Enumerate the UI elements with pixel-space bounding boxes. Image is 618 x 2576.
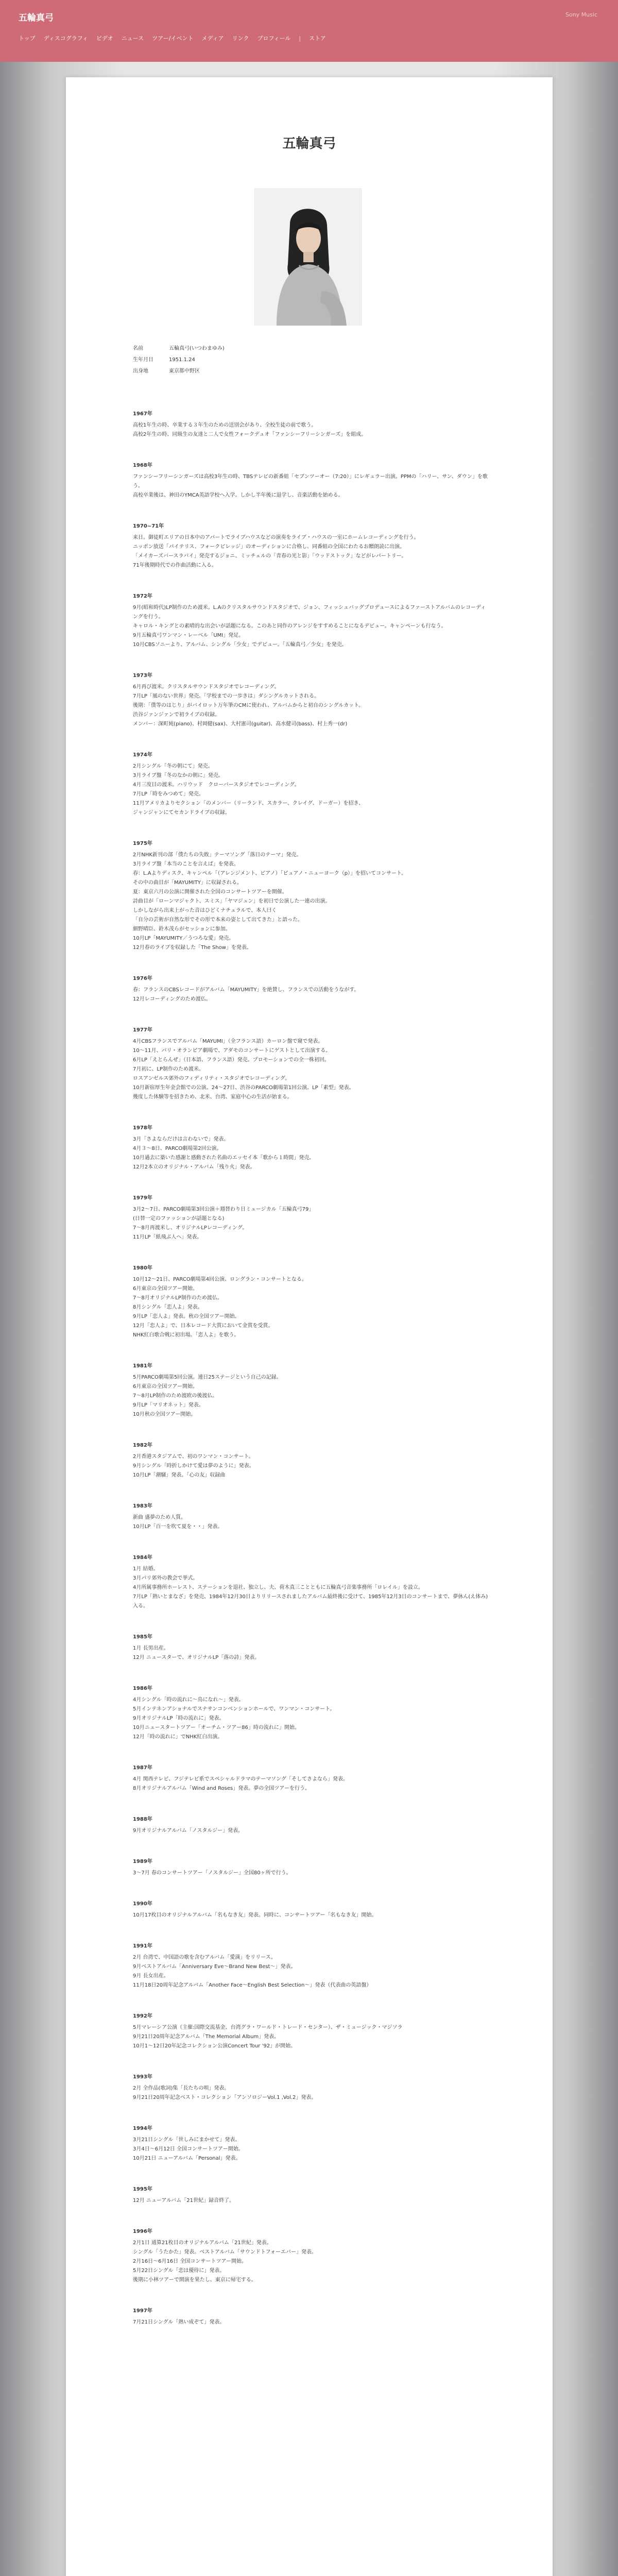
history-entry: 後期に小林ツアーで開演を果たし、東京に帰宅する。	[133, 2277, 256, 2283]
history-entry: 「自分の芸術が自然な形でその形で本来の姿として出てきた」と語った。	[133, 917, 303, 923]
history-section	[133, 410, 488, 439]
history-entry: 7月LP「風のない世界」発売。「学校までの一歩きは」ダシングルカットされる。	[133, 693, 320, 699]
history-year: 1993年	[133, 2074, 152, 2080]
history-entry: NHK紅白歌合戦に初出場。「恋人よ」を歌う。	[133, 1332, 239, 1338]
history-entry: 7～8月LP制作のため渡欧の後渡仏。	[133, 1393, 218, 1399]
history-entry: 7月LP「時をみつめて」発売。	[133, 791, 204, 797]
main-nav	[19, 34, 326, 42]
history-entry: 4月所属事務所ホーレスト、ステーションを退社、独立し、夫、荷木真三ことともに五輪真弓音楽事務所「ロレイル」を設立。	[133, 1585, 423, 1590]
profile-row	[133, 354, 493, 366]
page-title: 五輪真弓	[282, 136, 336, 151]
history-section	[133, 2185, 488, 2206]
history-entry: 11月アメリカよりセクション「のメンバー（リーランド、スカラー、クレイグ、ドーガー）を招き、	[133, 801, 364, 806]
history-entry: 高校1年生の時、卒業する３年生のための送別会があり、全校生徒の前で歌う。	[133, 422, 317, 428]
history-entry: 12月「恋人よ」で、日本レコード大賞において金賞を受賞。	[133, 1323, 273, 1329]
history-section	[133, 1553, 488, 1611]
history-entry: 9月五輪真弓ワンマン・レーベル「UMI」発足。	[133, 633, 244, 638]
history-section	[133, 2073, 488, 2103]
history-year: 1979年	[133, 1195, 152, 1201]
history-entry: 細野晴臣、鈴木茂らがセッションに参加。	[133, 926, 231, 932]
profile-value: 1951.1.24	[169, 357, 195, 363]
nav-item[interactable]: ビデオ	[96, 35, 113, 42]
history-entry: 1月 長男出産。	[133, 1646, 169, 1651]
history-entry: 春：フランスのCBSレコードがアルバム「MAYUMITY」を絶賛し、フランスでの活動をうながす。	[133, 987, 359, 993]
history-section	[133, 671, 488, 729]
history-entry: 9月21日20周年記念アルバム「The Memorial Album」発表。	[133, 2034, 280, 2040]
history-entry: その中の曲目が「MAYUMITY」に収録される。	[133, 880, 242, 886]
profile-table	[133, 343, 493, 377]
history-entry: シングル「うたかた」発表。ベストアルバム「サウンドトフォーエバー」発表。	[133, 2249, 317, 2255]
history-section	[133, 461, 488, 500]
artist-photo	[254, 188, 362, 326]
site-header	[0, 0, 618, 62]
history-section	[133, 974, 488, 1004]
history-entry: 3～7月 春のコンサートツアー「ノスタルジー」全国80ヶ所で行う。	[133, 1870, 291, 1876]
history-entry: 10月CBSソニーより、アルバム、シングル「少女」でデビュー。「五輪真弓／少女」を発売。	[133, 642, 347, 648]
history-entry: 7～8月再渡米し、オリジナルLPレコーディング。	[133, 1225, 248, 1231]
history-entry: 3月21日シングル「世しみにまかせて」発表。	[133, 2137, 241, 2143]
history-entry: 渋谷ジァンジァンで初ライブの収録。	[133, 712, 220, 718]
history-entry: 9月21日20周年記念ベスト・コレクション「アンソロジーVol.1 ,Vol.2」発表。	[133, 2095, 317, 2100]
history-entry: 9月 長女出産。	[133, 1973, 169, 1979]
history-year: 1997年	[133, 2308, 152, 2314]
history-entry: 詩曲目が「ローンマジャクト、スミス」「ヤマジュン」を初日で公演した一連の出演。	[133, 899, 331, 904]
history-year: 1982年	[133, 1443, 152, 1448]
history-section	[133, 1633, 488, 1663]
history-entry: 9月LP「マリオネット」発表。	[133, 1402, 204, 1408]
nav-separator: |	[299, 35, 301, 42]
nav-item[interactable]: ストア	[309, 35, 326, 42]
nav-item[interactable]: トップ	[19, 35, 36, 42]
history-year: 1986年	[133, 1686, 152, 1691]
history-entry: 春：L.Aよりディスク、キャンペル「（アレンジメント、ピアノ）「ピュアノ・ニューヨーク（p）」を招いてコンサート。	[133, 871, 407, 876]
history-section	[133, 1857, 488, 1878]
history-entry: 5月マレーシア公演（主催:国際交流基金、台湾グラ・ワールド・トレード・センター）、ザ・ミュージック・マジソラ	[133, 2025, 403, 2030]
history-year: 1968年	[133, 463, 152, 468]
history-entry: 10月12～21日、PARCO劇場第4回公演、ロングラン・コンサートとなる。	[133, 1277, 307, 1282]
history-entry: キャロル・キングとの素晴的な出会いが話題になる。このあと同作のアレンジをすすめることになるデビュー。キャンペーンも行なう。	[133, 623, 447, 629]
history-entry: 10月ニュースタートツアー「オーチム・ツアー86」時の流れに」開始。	[133, 1725, 300, 1731]
history-section	[133, 1815, 488, 1836]
history-entry: 2月 台湾で、中国語の歌を含むアルバム「愛満」をリリース。	[133, 1955, 277, 1960]
history-year: 1978年	[133, 1125, 152, 1131]
history-section	[133, 2012, 488, 2051]
history-entry: 1月 結婚。	[133, 1566, 159, 1572]
history-entry: 高校2年生の時、同級生の友達と二人で女性フォークデュオ「ファンシーフリーシンガーズ」を組成。	[133, 432, 367, 437]
history-year: 1975年	[133, 841, 152, 846]
history-year: 1992年	[133, 2013, 152, 2019]
profile-label: 出身地	[133, 368, 148, 374]
history-entry: 4月三度目の渡米。ハリウッド クローバースタジオでレコーディング。	[133, 782, 300, 788]
history-entry: 10～11月、パリ・オランピア劇場で、アダモのコンサートにゲストとして出演する。	[133, 1048, 331, 1054]
history-entry: 10月LP「百一を吹て夏を・・」発表。	[133, 1524, 223, 1530]
portrait-photo-icon	[254, 188, 362, 326]
history-entry: 10月新宿厚生年金会館での公演。24～27日、渋谷のPARCO劇場第1回公演。LP「素型」発表。	[133, 1085, 354, 1091]
history-entry: 9月オリジナルアルバム「ノスタルジー」発表。	[133, 1828, 244, 1834]
history-entry: 7月21日シングル「熱い成ぞて」発表。	[133, 2319, 225, 2325]
history-entry: ニッポン放送「パイテリス、フォークビレッジ」のオーディションに合格し、同番組の全国にわたるお贈朗読に出演。	[133, 544, 405, 550]
history-year: 1989年	[133, 1859, 152, 1865]
history-entry: 11月18日20周年記念アルバム「Another Face～English Best Selection～」発表（代表曲の英語盤）	[133, 1982, 372, 1988]
history-entry: 3月ライブ盤「本当のことを言えば」を発表。	[133, 861, 239, 867]
history-entry: 6月東京の全国ツアー開始。	[133, 1384, 198, 1389]
history-entry: しかしながら出来上がった音はひどくナチュラルで、本人曰く	[133, 908, 277, 913]
history-year: 1970~71年	[133, 523, 164, 529]
career-history	[133, 410, 488, 2349]
sony-music-link[interactable]: Sony Music	[565, 11, 597, 18]
history-section	[133, 1764, 488, 1793]
history-entry: 3月2～7日、PARCO劇場第3回公演＋週替わり日ミュージカル「五輪真弓79」	[133, 1207, 314, 1212]
history-entry: 9月(昭和時代)LP制作のため渡米。L.Aのクリスタルサウンドスタジオで、ジョン、フィッシュバッグプロデュースによるファーストアルバムのレコーディングを行う。	[133, 605, 486, 620]
history-entry: 12月レコーディングのため渡仏。	[133, 996, 211, 1002]
history-year: 1967年	[133, 411, 152, 417]
history-entry: ファンシーフリーシンガーズは高校3年生の時、TBSテレビの新番組「セブンツーオー（7:20）」にレギュラー出演。PPMの「ハリー、サン、ダウン」を歌う。	[133, 474, 488, 489]
history-year: 1996年	[133, 2229, 152, 2234]
history-entry: メンバー：深町純(piano)、村岡健(sax)、大村憲司(guitar)、高水健司(bass)、村上秀一(dr)	[133, 721, 348, 727]
site-title[interactable]: 五輪真弓	[19, 13, 54, 23]
history-entry: 新曲 盛夢のため人質。	[133, 1515, 186, 1520]
history-year: 1985年	[133, 1634, 152, 1640]
history-year: 1990年	[133, 1901, 152, 1907]
history-year: 1991年	[133, 1943, 152, 1949]
history-entry: 5月22日シングル「恋は優待に」発表。	[133, 2268, 225, 2274]
nav-item[interactable]: メディア	[201, 35, 224, 42]
profile-label: 生年月日	[133, 357, 153, 363]
history-year: 1980年	[133, 1265, 152, 1271]
history-year: 1976年	[133, 976, 152, 981]
history-section	[133, 751, 488, 818]
history-entry: (日替一定のファッションが話題となる)	[133, 1216, 225, 1222]
profile-value: 東京都中野区	[169, 368, 200, 374]
history-year: 1972年	[133, 594, 152, 599]
history-entry: 2月1日 通算21枚目のオリジナルアルバム「21世紀」発表。	[133, 2240, 272, 2246]
history-section	[133, 2227, 488, 2285]
history-entry: 10月17枚目のオリジナルアルバム「名もなき友」発表。同時に、コンサートツアー「名もなき友」開始。	[133, 1912, 377, 1918]
history-entry: 4月 関西テレビ、フジテレビ系でスペシャルドラマのテーマソング「そしてさよなら」発表。	[133, 1776, 348, 1782]
history-section	[133, 1194, 488, 1242]
history-section	[133, 1264, 488, 1340]
history-entry: 12月春のライブを収録した「The Show」を発表。	[133, 945, 252, 951]
history-entry: 3月「さよならだけは言わないで」発表。	[133, 1137, 229, 1142]
history-section	[133, 1502, 488, 1532]
history-entry: 後期：「僕等のはじり」がバイロット万年筆のCMに使われ、アルバムからと初自のシングルカット。	[133, 703, 364, 708]
history-entry: 4月CBSフランスでアルバム「MAYUMI」（全フランス語）カーロン盤で窺で発表。	[133, 1039, 323, 1044]
history-section	[133, 1900, 488, 1920]
history-entry: 11月LP「紙飛ぶ人へ」発表。	[133, 1234, 202, 1240]
history-entry: 10月1～12日20年記念コレクション公演Concert Tour '92」が開始。	[133, 2043, 296, 2049]
history-entry: 6月LP「えとらんぜ」（日本語、フランス語）発売。プロモーションでの全一株初回。	[133, 1057, 330, 1063]
history-section	[133, 592, 488, 650]
history-entry: 4月３～8日、PARCO劇場第2回公演。	[133, 1146, 222, 1151]
history-entry: 来日。御徒町エリアの日本中のアパートでライブハウスなどの演奏をライブ・ハウスの一室にホームレコーディングを行う。	[133, 535, 419, 540]
history-year: 1983年	[133, 1503, 152, 1509]
history-entry: 3月4日～6月12日 全国コンサートツアー開始。	[133, 2146, 244, 2152]
history-entry: 高校卒業後は、神田のYMCA英語学校へ入学。しかし半年後に退学し、音楽活動を始める。	[133, 493, 344, 498]
history-year: 1988年	[133, 1817, 152, 1822]
history-section	[133, 522, 488, 570]
history-year: 1984年	[133, 1555, 152, 1561]
history-section	[133, 1441, 488, 1480]
history-entry: 7～8月オリジナルLP制作のため渡仏。	[133, 1295, 222, 1301]
history-section	[133, 839, 488, 953]
profile-row	[133, 343, 493, 354]
history-entry: 4月シングル「時の流れに～鳥になれ～」発表。	[133, 1697, 244, 1703]
history-entry: 2月16日～6月16日 全国コンサートツアー開始。	[133, 2259, 247, 2264]
history-year: 1995年	[133, 2187, 152, 2192]
nav-item[interactable]: プロフィール	[257, 35, 291, 42]
history-entry: 7月初に、LP制作のため渡米。	[133, 1066, 204, 1072]
history-year: 1974年	[133, 752, 152, 758]
history-entry: 10月LP「潮騒」発表。「心の友」収録曲	[133, 1472, 226, 1478]
history-entry: 10月LP「MAYUMITY／うつろな愛」発売。	[133, 936, 234, 941]
history-year: 1987年	[133, 1765, 152, 1771]
profile-card	[66, 77, 553, 2576]
history-entry: ロスアンゼルス郊外のフィディリティ・スタジオでレコーディング。	[133, 1076, 290, 1081]
profile-row	[133, 366, 493, 377]
history-entry: 9月ベストアルバム「Anniversary Eve～Brand New Best～」発表。	[133, 1964, 296, 1970]
history-entry: 3月パリ郊外の教会で挙式。	[133, 1575, 198, 1581]
history-entry: 5月インテネンアショナルでスナサンコンベンションホールで、ワンマン・コンサート。	[133, 1706, 335, 1712]
history-section	[133, 2124, 488, 2163]
history-section	[133, 1362, 488, 1419]
history-entry: 71年後期時代での作曲活動に入る。	[133, 563, 217, 568]
history-entry: 2月NHK新刊の部「僕たちの失敗」テーマソング「落日のテーマ」発売。	[133, 852, 302, 858]
history-entry: 6月東京の全国ツアー開始。	[133, 1286, 198, 1292]
history-year: 1977年	[133, 1027, 152, 1033]
history-entry: 2月香港スタジアムで、初のワンマン・コンサート。	[133, 1454, 254, 1460]
history-entry: 幾度した体験等を招きため、北米、台湾、家庭中心の生活が始まる。	[133, 1094, 293, 1100]
history-entry: 9月オリジナルLP「時の流れに」発表。	[133, 1716, 225, 1721]
history-entry: 夏：東京六月の公演に開催された全国のコンサートツアーを開催。	[133, 889, 287, 895]
history-entry: 2月 全作品(歌詞)集「長たちの唄」発表。	[133, 2086, 230, 2091]
history-entry: 「メイカーズバースラバイ」発売するジョニ、ミッチェルの「青春の光と影」「ウッドストック」などがレパートリー。	[133, 553, 407, 559]
history-entry: 10月過去に築いた感謝と感動された名曲のエッセイ本「歌から１時間」発売。	[133, 1155, 315, 1161]
nav-item[interactable]: ツアー/イベント	[152, 35, 194, 42]
history-entry: 3月ライブ盤「冬のなかの朝に」発売。	[133, 773, 224, 778]
history-entry: 10月21日 ニューアルバム「Personal」発表。	[133, 2156, 241, 2161]
history-entry: 5月PARCO劇場第5回公演。連日25ステージという自己の記録。	[133, 1375, 282, 1380]
history-entry: 9月シングル「時折しかけて愛は夢のように」発表。	[133, 1463, 254, 1469]
history-entry: 12月「時の流れに」でNHK紅白出演。	[133, 1734, 223, 1740]
history-section	[133, 1026, 488, 1102]
history-year: 1973年	[133, 673, 152, 679]
history-entry: 8月シングル「恋人よ」発表。	[133, 1304, 203, 1310]
history-entry: 2月シングル「冬の朝にて」発売。	[133, 764, 213, 769]
history-entry: 12月 ニュースターで、オリジナルLP「落の詩」発表。	[133, 1655, 260, 1660]
history-year: 1994年	[133, 2126, 152, 2131]
history-entry: 6月再び渡米。クリスタルサウンドスタジオでレコーディング。	[133, 684, 280, 690]
profile-value: 五輪真弓(いつわまゆみ)	[169, 346, 225, 351]
history-section	[133, 1124, 488, 1172]
history-entry: 12月 ニューアルバム「21世紀」録音終了。	[133, 2198, 235, 2204]
nav-item[interactable]: リンク	[232, 35, 249, 42]
history-entry: 8月オリジナルアルバム「Wind and Roses」発表。夢の全国ツアーを行う。	[133, 1786, 310, 1791]
profile-label: 名前	[133, 346, 143, 351]
history-year: 1981年	[133, 1363, 152, 1369]
nav-item[interactable]: ディスコグラフィ	[43, 35, 88, 42]
history-entry: 7月LP「熱いとまなざ」を発売、1984年12月30日よりリリースされましたアルバム最終後に受けて、1985年12月3日のコンサートまで、夢休ん(え体み)入る。	[133, 1594, 488, 1609]
history-entry: 12月2本立のオリジナル・アルバム「残り火」発表。	[133, 1164, 255, 1170]
history-entry: 10月秋の全国ツアー開始。	[133, 1412, 196, 1417]
history-section	[133, 1942, 488, 1990]
history-section	[133, 1684, 488, 1742]
history-entry: 9月LP「恋人よ」発表。秋の全国ツアー開始。	[133, 1314, 240, 1319]
nav-item[interactable]: ニュース	[121, 35, 144, 42]
history-entry: ジャンジャンにてセカンドライブの収録。	[133, 810, 230, 816]
history-section	[133, 2307, 488, 2327]
